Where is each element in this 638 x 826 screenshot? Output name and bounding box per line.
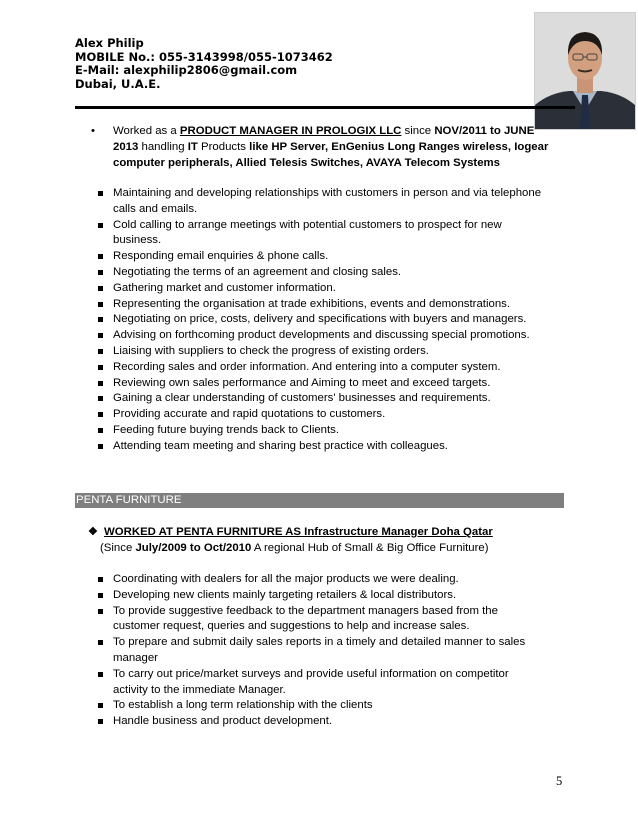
list-item: Reviewing own sales performance and Aiming to meet and exceed targets.	[93, 376, 542, 392]
section-heading-penta: PENTA FURNITURE	[75, 493, 564, 508]
product-lines: like HP Server, EnGenius Long Ranges wireless, Iogear computer peripherals, Allied Telesis Switches, AVAYA Telecom Systems	[113, 140, 549, 169]
list-item: Coordinating with dealers for all the major products we were dealing.	[93, 572, 542, 588]
prologix-period: NOV/2011 to JUNE 2013	[113, 125, 535, 153]
list-item: Feeding future buying trends back to Clients.	[93, 423, 542, 439]
penta-duties-list	[93, 572, 542, 730]
list-item: Cold calling to arrange meetings with potential customers to prospect for new business.	[93, 218, 542, 250]
list-item: Gathering market and customer information.	[93, 281, 542, 297]
prologix-summary	[91, 124, 561, 171]
penta-period: July/2009 to Oct/2010	[135, 542, 252, 554]
list-item: Providing accurate and rapid quotations to customers.	[93, 407, 542, 423]
resume-header	[75, 37, 333, 92]
bullet-icon: •	[91, 125, 95, 137]
mobile-number: MOBILE No.: 055-3143998/055-1073462	[75, 49, 333, 64]
list-item: To carry out price/market surveys and provide useful information on competitor activity to the immediate Manager.	[93, 667, 542, 699]
list-item: Responding email enquiries & phone calls.	[93, 249, 542, 265]
email-address: E-Mail: alexphilip2806@gmail.com	[75, 63, 298, 78]
candidate-name: Alex Philip	[75, 36, 144, 50]
list-item: Liaising with suppliers to check the progress of existing orders.	[93, 344, 542, 360]
location: Dubai, U.A.E.	[75, 77, 161, 92]
list-item: Attending team meeting and sharing best practice with colleagues.	[93, 439, 542, 455]
list-item: Representing the organisation at trade exhibitions, events and demonstrations.	[93, 297, 542, 313]
profile-photo	[534, 12, 636, 130]
page-number: 5	[556, 774, 563, 788]
penta-period-line: (Since July/2009 to Oct/2010 A regional Hub of Small & Big Office Furniture)	[100, 542, 489, 554]
prologix-role: PRODUCT MANAGER IN PROLOGIX LLC	[179, 125, 402, 137]
list-item: Advising on forthcoming product developments and discussing special promotions.	[93, 328, 542, 344]
list-item: Gaining a clear understanding of customers' businesses and requirements.	[93, 391, 542, 407]
list-item: Negotiating the terms of an agreement and closing sales.	[93, 265, 542, 281]
list-item: To establish a long term relationship with the clients	[93, 698, 542, 714]
list-item: To prepare and submit daily sales reports in a timely and detailed manner to sales manager	[93, 635, 542, 667]
list-item: Negotiating on price, costs, delivery and specifications with buyers and managers.	[93, 312, 542, 328]
list-item: Developing new clients mainly targeting retailers & local distributors.	[93, 588, 542, 604]
penta-role-heading	[88, 525, 493, 541]
list-item: To provide suggestive feedback to the department managers based from the customer request, queries and suggestions to help and increase sales.	[93, 604, 542, 636]
list-item: Recording sales and order information. And entering into a computer system.	[93, 360, 542, 376]
penta-role-title: WORKED AT PENTA FURNITURE AS Infrastructure Manager Doha Qatar	[104, 526, 493, 538]
list-item: Maintaining and developing relationships with customers in person and via telephone calls and emails.	[93, 186, 542, 218]
summary-text: Worked as a PRODUCT MANAGER IN PROLOGIX LLC since NOV/2011 to JUNE 2013 handling IT Products like HP Server, EnGenius Long Ranges wireless, Iogear computer peripherals, Allied Telesis Switches, AVAYA Telecom Systems	[113, 125, 549, 169]
diamond-icon: ❖	[88, 526, 98, 538]
header-divider	[75, 106, 575, 109]
prologix-duties-list	[93, 186, 542, 455]
list-item: Handle business and product development.	[93, 714, 542, 730]
